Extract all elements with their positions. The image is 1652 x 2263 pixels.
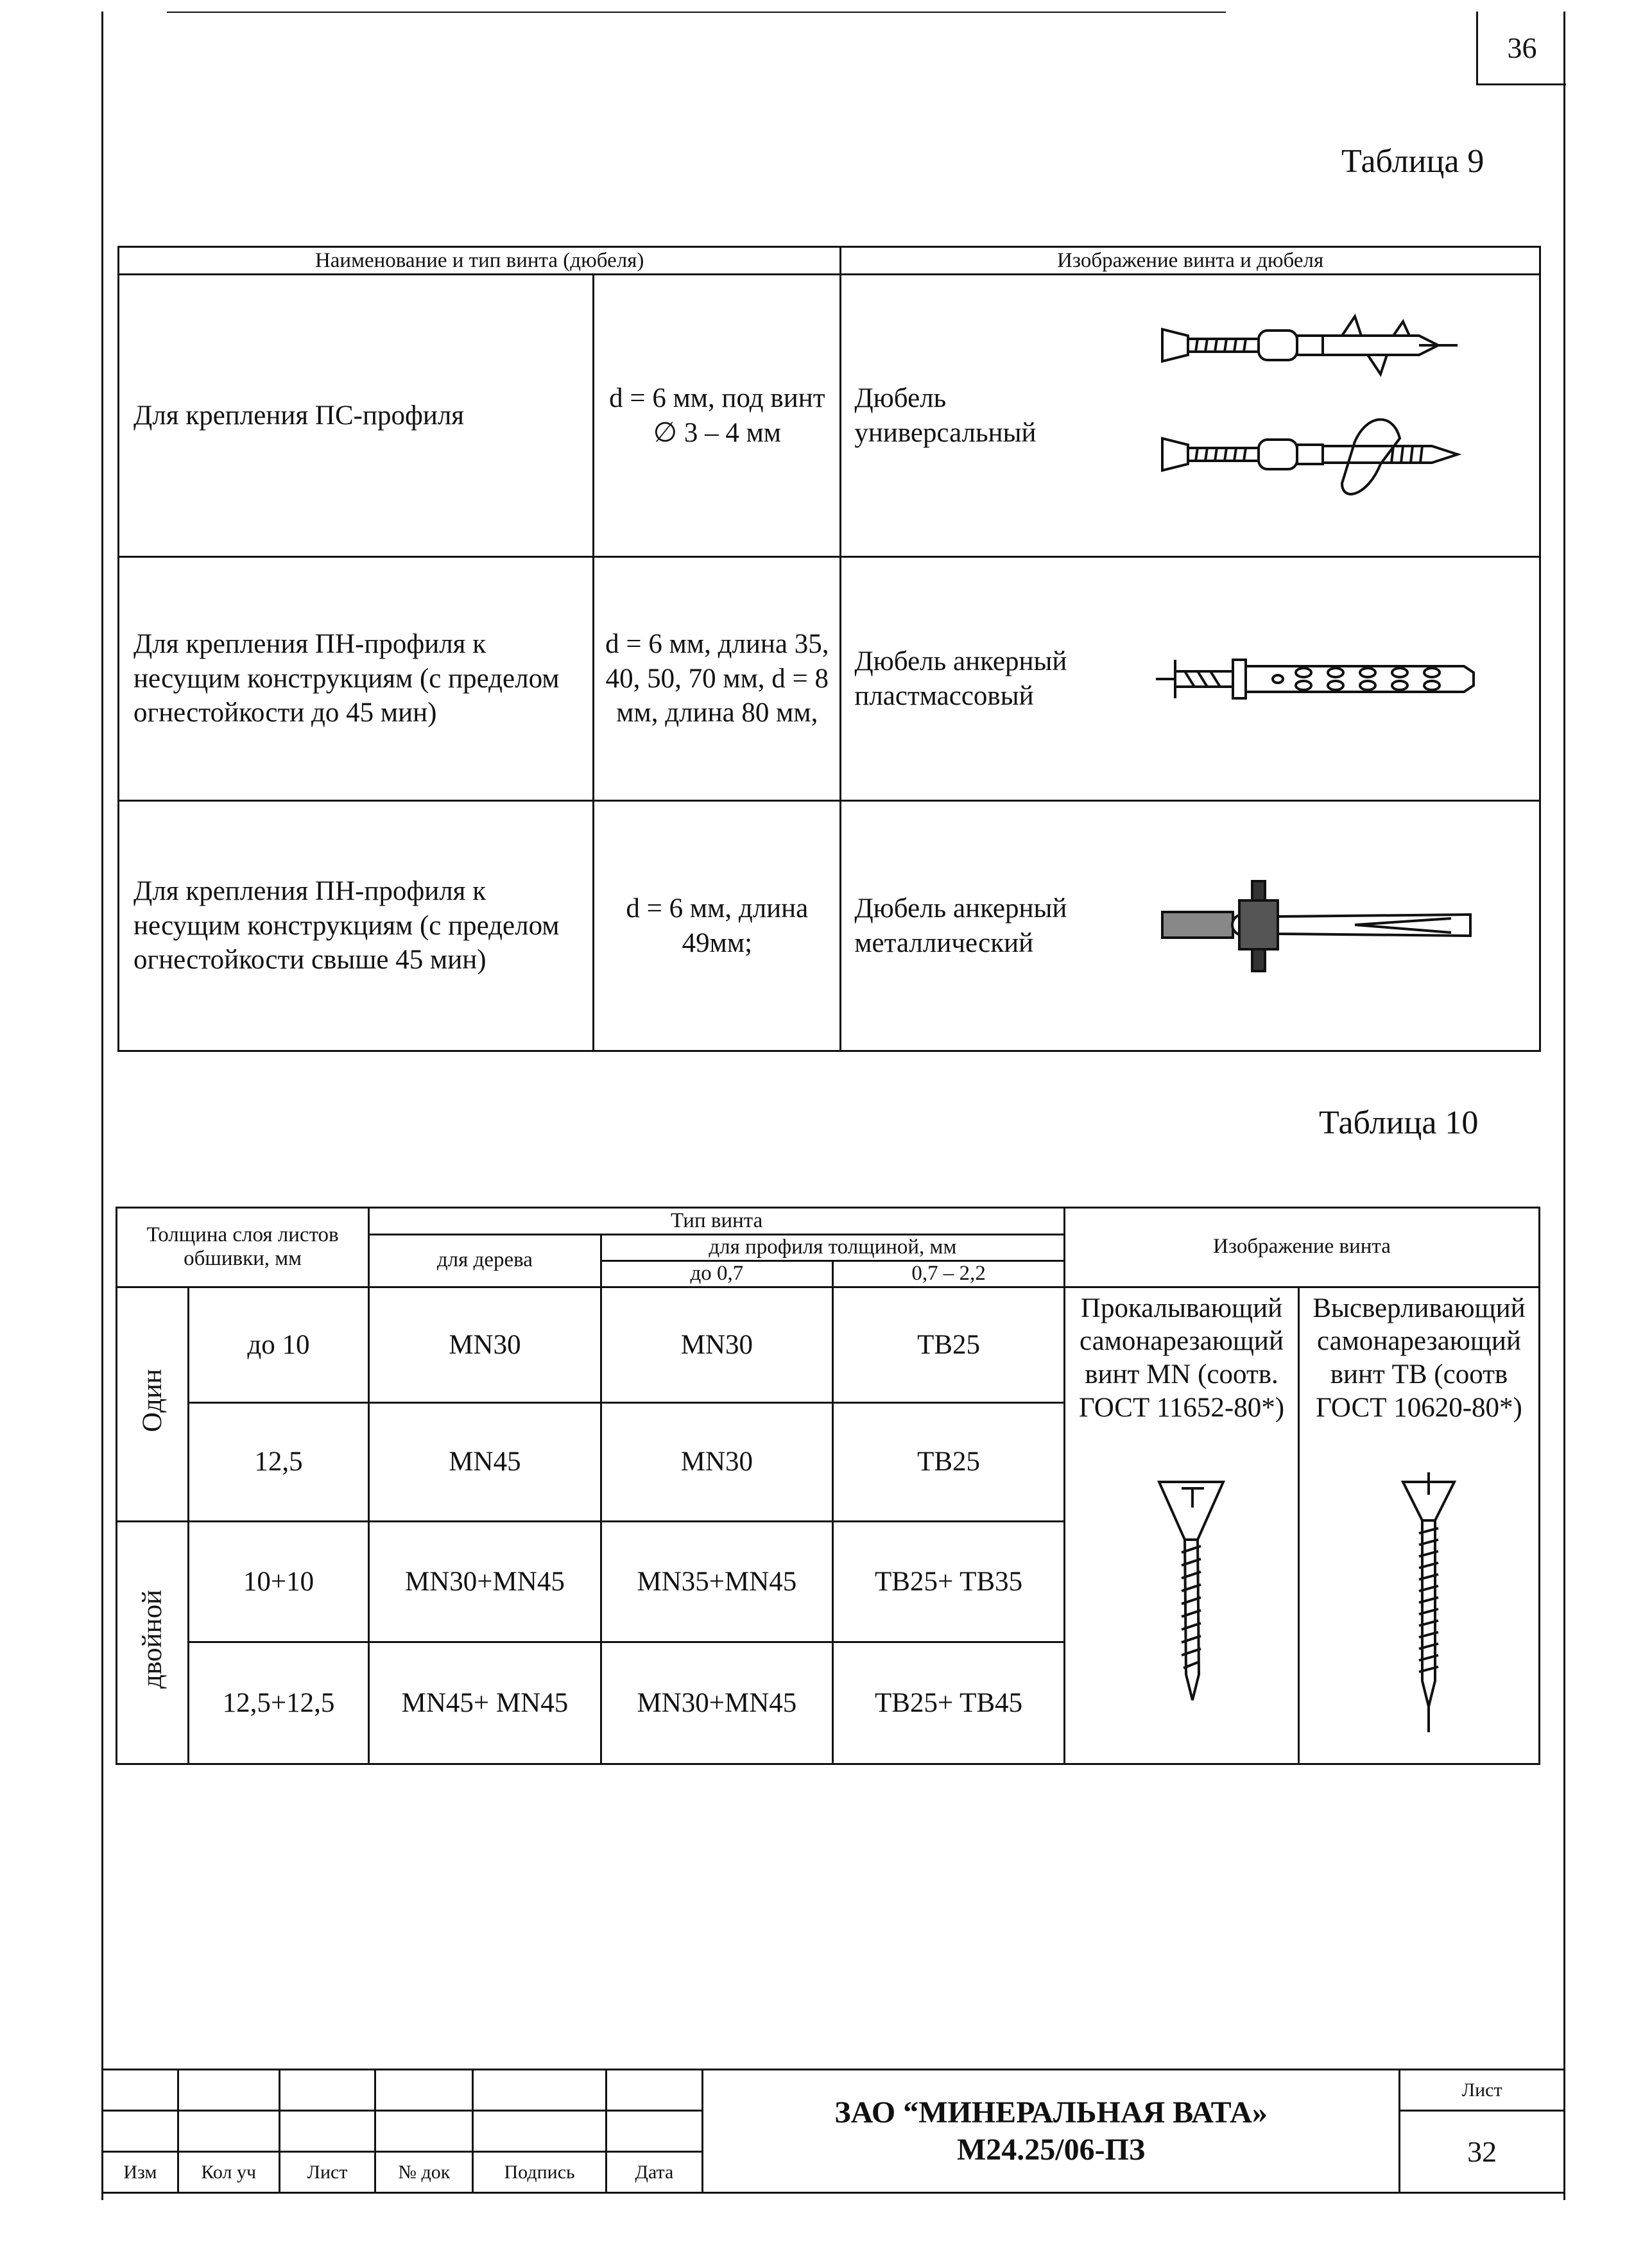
table9-size: d = 6 мм, под винт ∅ 3 – 4 мм xyxy=(594,275,841,557)
table10-header-image: Изображение винта xyxy=(1065,1208,1540,1287)
table9-image-cell xyxy=(841,557,1540,801)
stamp-col-list: Лист xyxy=(279,2152,375,2193)
company-name: ЗАО “МИНЕРАЛЬНАЯ ВАТА» xyxy=(834,2095,1268,2130)
table9-size: d = 6 мм, длина 35, 40, 50, 70 мм, d = 8 мм, длина 80 мм, xyxy=(594,557,841,801)
table10-thickness: 12,5+12,5 xyxy=(188,1642,369,1764)
table10-screw-mn-cell xyxy=(1065,1287,1299,1764)
table9-header-row xyxy=(119,247,1540,275)
table10 xyxy=(116,1207,1540,1765)
screw-tb-icon xyxy=(1313,1469,1525,1739)
table10-header-thickness: Толщина слоя листов обшивки, мм xyxy=(117,1208,369,1287)
table9-header-image: Изображение винта и дюбеля xyxy=(841,247,1540,275)
sheet-label: Лист xyxy=(1400,2070,1565,2111)
table10-header-profile: для профиля толщиной, мм xyxy=(601,1235,1064,1261)
metal-anchor-dowel-icon xyxy=(1149,875,1483,977)
stamp-col-kol: Кол уч xyxy=(178,2152,279,2193)
document-code: М24.25/06-ПЗ xyxy=(956,2132,1146,2167)
table10-thickness: 10+10 xyxy=(188,1521,369,1642)
title-block-center xyxy=(702,2070,1400,2193)
plastic-anchor-dowel-icon xyxy=(1149,641,1483,718)
table10-header-row-1 xyxy=(117,1208,1540,1235)
table10-group-double: двойной xyxy=(117,1521,189,1764)
table10-screw-mn-desc: Прокалывающий самонарезающий винт MN (соотв. ГОСТ 11652-80*) xyxy=(1078,1293,1285,1423)
table10-header-07-22: 0,7 – 2,2 xyxy=(833,1261,1065,1287)
table9-type: Дюбель анкерный металлический xyxy=(854,893,1067,958)
table10-thickness: до 10 xyxy=(188,1287,369,1402)
screw-mn-icon xyxy=(1076,1469,1287,1713)
sheet-number: 32 xyxy=(1400,2111,1565,2193)
table10-screw-tb-desc: Высверливающий самонарезающий винт TB (соотв ГОСТ 10620-80*) xyxy=(1312,1293,1526,1423)
table9-image-cell xyxy=(841,801,1540,1051)
table9-purpose: Для крепления ПН-профиля к несущим конструкциям (с пределом огнестойкости свыше 45 мин) xyxy=(119,801,594,1051)
table10-caption: Таблица 10 xyxy=(1319,1105,1479,1141)
frame-left-line xyxy=(101,12,103,2200)
table10-profile-upto07: MN35+MN45 xyxy=(601,1521,832,1642)
table10-wood: MN30+MN45 xyxy=(369,1521,601,1642)
stamp-col-sign: Подпись xyxy=(473,2152,607,2193)
table10-profile-upto07: MN30+MN45 xyxy=(601,1642,832,1764)
table9-purpose: Для крепления ПС-профиля xyxy=(119,275,594,557)
table10-header-wood: для дерева xyxy=(369,1235,601,1287)
universal-dowel-icon xyxy=(1149,310,1483,522)
table9-image-cell xyxy=(841,275,1540,557)
table10-group-single: Один xyxy=(117,1287,189,1521)
table9-header-name: Наименование и тип винта (дюбеля) xyxy=(119,247,841,275)
stamp-col-izm: Изм xyxy=(103,2152,178,2193)
table10-wood: MN45 xyxy=(369,1402,601,1521)
table9-caption: Таблица 9 xyxy=(1341,143,1484,180)
table10-wood: MN45+ MN45 xyxy=(369,1642,601,1764)
stamp-col-doc: № док xyxy=(375,2152,473,2193)
table10-profile-07-22: TB25+ TB35 xyxy=(833,1521,1065,1642)
table10-header-screw-type: Тип винта xyxy=(369,1208,1065,1235)
table10-thickness: 12,5 xyxy=(188,1402,369,1521)
table10-screw-tb-cell xyxy=(1298,1287,1539,1764)
table-row xyxy=(117,1287,1540,1402)
table10-wood: MN30 xyxy=(369,1287,601,1402)
table10-header-upto07: до 0,7 xyxy=(601,1261,832,1287)
frame-top-line xyxy=(167,12,1226,13)
title-block-row xyxy=(103,2070,1565,2111)
table9-size: d = 6 мм, длина 49мм; xyxy=(594,801,841,1051)
table-row xyxy=(119,275,1540,557)
stamp-col-date: Дата xyxy=(607,2152,703,2193)
table-row xyxy=(119,801,1540,1051)
table10-profile-upto07: MN30 xyxy=(601,1402,832,1521)
table10-profile-upto07: MN30 xyxy=(601,1287,832,1402)
table10-profile-07-22: TB25+ TB45 xyxy=(833,1642,1065,1764)
table9-type: Дюбель анкерный пластмассовый xyxy=(854,646,1067,711)
table9-type: Дюбель универсальный xyxy=(854,383,1037,448)
table-row xyxy=(119,557,1540,801)
table9-purpose: Для крепления ПН-профиля к несущим конструкциям (с пределом огнестойкости до 45 мин) xyxy=(119,557,594,801)
table9 xyxy=(117,246,1541,1052)
frame-right-line xyxy=(1563,12,1565,2200)
page-number-top: 36 xyxy=(1476,12,1566,85)
title-block xyxy=(101,2069,1565,2194)
table10-profile-07-22: TB25 xyxy=(833,1402,1065,1521)
table10-profile-07-22: TB25 xyxy=(833,1287,1065,1402)
